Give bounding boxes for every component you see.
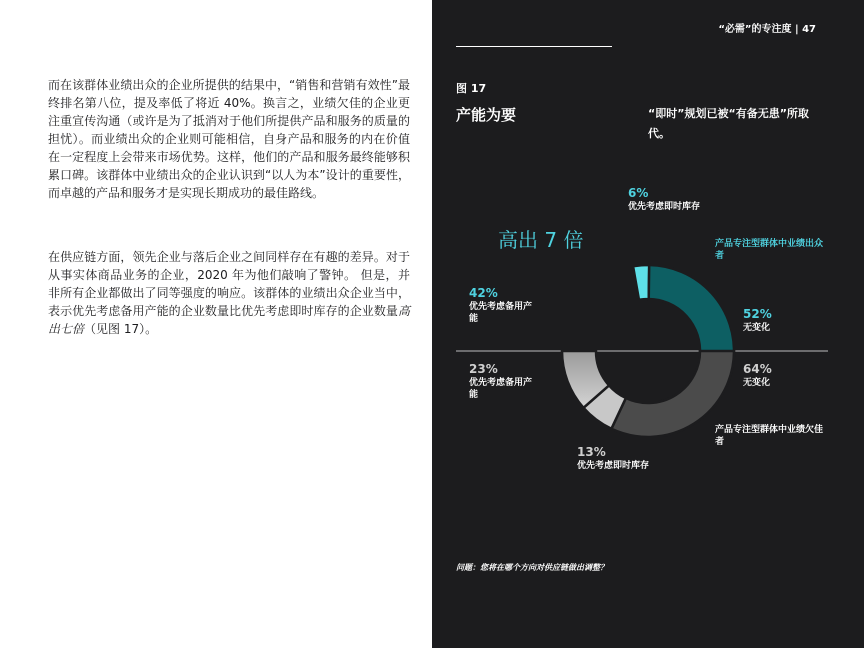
figure-subtitle: “即时”规划已被“有备无患”所取代。 — [648, 107, 809, 140]
body-paragraph-2-emphasis: 高出七倍 — [48, 304, 410, 336]
page-header: “必需”的专注度 | 47 — [718, 24, 816, 35]
body-paragraph-2-tail: （见图 17）。 — [84, 322, 158, 336]
bottom-half-donut — [562, 351, 734, 437]
bottom-text-nochange: 无变化 — [743, 378, 771, 388]
bottom-group-label: 产品专注型群体中业绩欠佳者 — [715, 425, 824, 447]
top-text-backup: 优先考虑备用产能 — [469, 302, 533, 324]
figure-label: 图 17 — [456, 82, 487, 95]
top-label-jit — [628, 186, 700, 213]
figure-title: 产能为要 — [456, 106, 517, 124]
body-paragraph-2-main: 在供应链方面，领先企业与落后企业之间同样存在有趣的差异。对于从事实体商品业务的企业，2020 年为他们敲响了警钟。 但是，并非所有企业都做出了同等强度的响应。该群体的业绩出众企业当中，表示优先考虑备用产能的企业数量比优先考虑即时库存的企业数量 — [48, 250, 410, 318]
bottom-label-nochange — [743, 362, 772, 389]
figure-footnote: 问题：您将在哪个方向对供应链做出调整？ — [456, 563, 608, 572]
top-pct-jit: 6% — [628, 186, 649, 200]
top-text-jit: 优先考虑即时库存 — [628, 202, 701, 212]
top-label-nochange — [743, 307, 772, 334]
bottom-text-backup: 优先考虑备用产能 — [469, 378, 533, 400]
top-pct-nochange: 52% — [743, 307, 772, 321]
body-paragraph-2 — [48, 248, 410, 338]
bottom-pct-jit: 13% — [577, 445, 606, 459]
top-donut-slice-1 — [649, 265, 734, 358]
figure-page — [432, 0, 864, 648]
bottom-pct-nochange: 64% — [743, 362, 772, 376]
top-label-backup — [469, 286, 539, 325]
highlight-callout: 高出 7 倍 — [498, 228, 584, 252]
bottom-label-jit — [577, 445, 649, 472]
top-pct-backup: 42% — [469, 286, 498, 300]
body-paragraph-1: 而在该群体业绩出众的企业所提供的结果中，“销售和营销有效性”最终排名第八位，提及率低了将近 40%。换言之，业绩欠佳的企业更注重宣传沟通（或许是为了抵消对于他们所提供产品和服务的质量的担忧）。而业绩出众的企业则可能相信，自身产品和服务的内在价值在一定程度上会带来市场优势。这样，他们的产品和服务最终能够积累口碑。该群体中业绩出众的企业认识到“以人为本”设计的重要性，而卓越的产品和服务才是实现长期成功的最佳路线。 — [48, 78, 410, 200]
bottom-label-backup — [469, 362, 539, 401]
top-group-label: 产品专注型群体中业绩出众者 — [715, 239, 824, 261]
bottom-text-jit: 优先考虑即时库存 — [577, 461, 650, 471]
bottom-pct-backup: 23% — [469, 362, 498, 376]
top-text-nochange: 无变化 — [743, 323, 771, 333]
top-donut-slice-0 — [633, 265, 649, 300]
